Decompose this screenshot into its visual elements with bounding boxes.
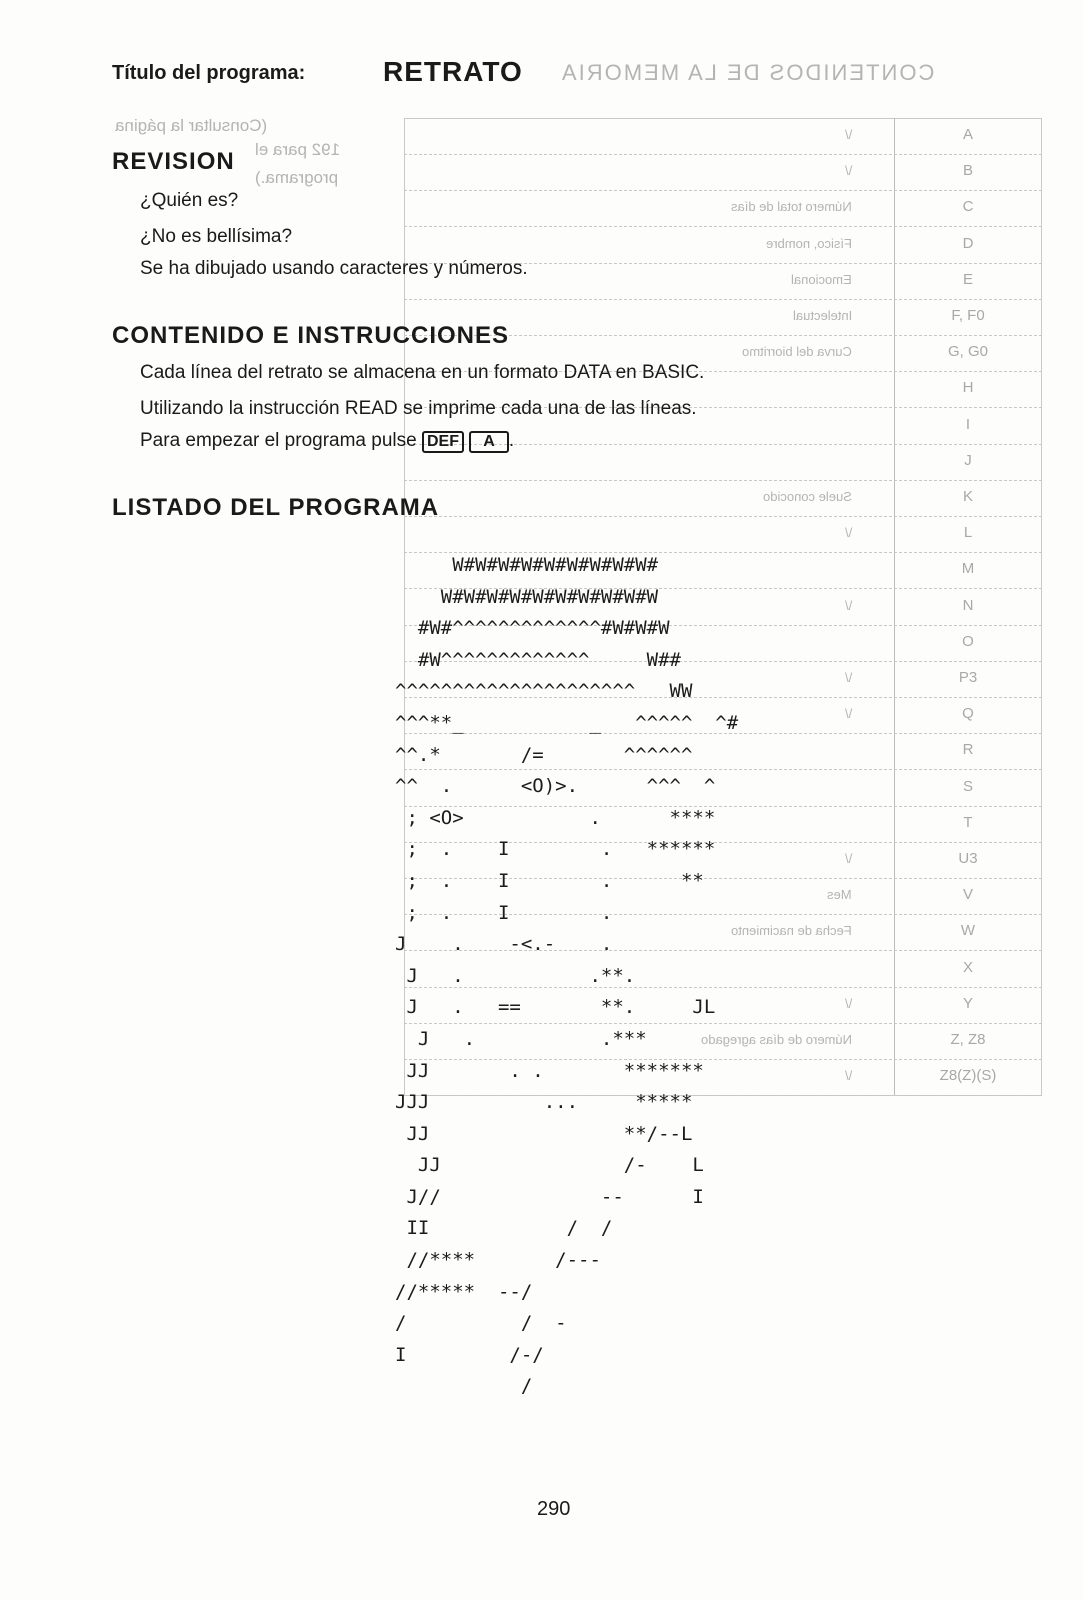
memory-row-register: W <box>960 922 976 940</box>
memory-row-register: E <box>962 270 973 288</box>
memory-row-desc: \/ <box>844 525 852 541</box>
memory-row-register: Z8(Z)(S) <box>939 1067 997 1085</box>
instructions-heading: CONTENIDO E INSTRUCCIONES <box>112 322 510 349</box>
portrait-listing <box>395 550 738 1403</box>
memory-row-register: S <box>962 777 973 795</box>
bleed-through-text: 192 para el <box>255 140 341 159</box>
memory-row-register: Z, Z8 <box>950 1031 986 1048</box>
portrait-line: JJ . . ******* <box>395 1059 704 1082</box>
portrait-line: ; . I . ****** <box>395 838 716 861</box>
memory-row-desc: \/ <box>844 127 852 142</box>
instruction-line: Utilizando la instrucción READ se imprime cada una de las líneas. <box>140 398 697 419</box>
memory-row-register: J <box>964 451 972 469</box>
memory-row-desc: Suele conocido <box>763 489 852 504</box>
start-text: Para empezar el programa pulse <box>140 430 417 451</box>
memory-row-register: A <box>962 126 973 143</box>
page-number: 290 <box>537 1498 571 1520</box>
portrait-line: //***** --/ <box>395 1280 533 1303</box>
memory-row-register: P3 <box>958 669 978 686</box>
listing-heading: LISTADO DEL PROGRAMA <box>112 494 440 521</box>
portrait-line: ^^^^^^^^^^^^^^^^^^^^^ WW <box>395 680 693 703</box>
portrait-line: ^^.* /= ^^^^^^ <box>395 743 693 766</box>
portrait-line: ; . I . ** <box>395 869 704 892</box>
memory-row-register: N <box>962 596 974 614</box>
revision-line: ¿Quién es? <box>140 190 239 211</box>
memory-row-desc: \/ <box>844 1068 852 1084</box>
memory-row-desc: \/ <box>844 163 852 179</box>
memory-row-desc: \/ <box>844 995 852 1011</box>
instruction-start-line <box>140 430 514 453</box>
memory-row-desc: \/ <box>844 851 852 866</box>
memory-row-register: I <box>965 415 971 433</box>
revision-line: Se ha dibujado usando caracteres y números. <box>140 258 528 279</box>
def-key: DEF <box>422 431 464 453</box>
bleed-through-header: CONTENIDOS DE LA MEMORIA <box>560 60 935 85</box>
memory-row-register: G, G0 <box>947 343 988 361</box>
portrait-line: //**** /--- <box>395 1249 601 1272</box>
memory-row <box>404 480 1042 517</box>
portrait-line: J . -<.- . <box>395 933 613 956</box>
memory-row <box>404 154 1042 191</box>
portrait-line: J// -- I <box>395 1185 704 1208</box>
memory-row-register: Q <box>962 705 974 723</box>
memory-row-register: Y <box>962 994 973 1012</box>
memory-row-desc: \/ <box>844 597 852 613</box>
memory-row-desc: Emocional <box>791 271 852 287</box>
portrait-line: #W^^^^^^^^^^^^^ W## <box>395 648 681 671</box>
memory-row <box>404 190 1042 227</box>
portrait-line: J . == **. JL <box>395 996 716 1019</box>
memory-row-register: V <box>962 886 973 904</box>
memory-row-register: X <box>962 958 973 976</box>
portrait-line: J . .*** <box>395 1027 647 1050</box>
memory-row-desc: Intelectual <box>792 308 852 323</box>
memory-row-desc: \/ <box>844 706 852 722</box>
memory-row <box>404 118 1042 155</box>
program-title-label: Título del programa: <box>112 62 306 84</box>
program-title: RETRATO <box>383 56 523 87</box>
memory-row <box>404 516 1042 553</box>
portrait-line: II / / <box>395 1217 613 1240</box>
portrait-line: #W#^^^^^^^^^^^^^#W#W#W <box>395 617 670 640</box>
memory-row-register: U3 <box>958 850 978 867</box>
portrait-line: I /-/ <box>395 1343 544 1366</box>
memory-row-desc: Físico, nombre <box>766 235 852 251</box>
portrait-line: ^^ . <O)>. ^^^ ^ <box>395 775 716 798</box>
memory-row-desc: Número de días agregado <box>700 1032 852 1047</box>
portrait-line: / / - <box>395 1312 567 1335</box>
instruction-line: Cada línea del retrato se almacena en un formato DATA en BASIC. <box>140 362 705 383</box>
memory-row-register: C <box>962 198 974 216</box>
memory-row-register: H <box>962 379 974 397</box>
a-key: A <box>469 431 509 453</box>
memory-row-register: R <box>962 741 974 759</box>
portrait-line: JJJ ... ***** <box>395 1091 693 1114</box>
revision-line: ¿No es bellísima? <box>140 226 293 247</box>
memory-row-desc: Fecha de nacimiento <box>731 923 852 939</box>
portrait-line: JJ /- L <box>395 1154 704 1177</box>
portrait-line: W#W#W#W#W#W#W#W#W#W <box>395 585 659 608</box>
memory-row-register: T <box>963 813 973 831</box>
memory-row-register: D <box>962 234 974 252</box>
memory-row-register: L <box>963 524 973 542</box>
portrait-line: W#W#W#W#W#W#W#W#W# <box>395 554 659 576</box>
bleed-through-text: (Consultar la página <box>115 116 268 135</box>
memory-row-desc: Curva del biorritmo <box>742 344 852 360</box>
memory-row-register: M <box>961 560 975 578</box>
memory-row-register: K <box>962 488 973 505</box>
portrait-line: JJ **/--L <box>395 1122 693 1145</box>
portrait-line: / <box>395 1375 533 1398</box>
portrait-line: J . .**. <box>395 964 636 987</box>
memory-row-desc: Mes <box>827 887 852 903</box>
memory-row-desc: \/ <box>844 670 852 685</box>
portrait-line: ; <O> . **** <box>395 806 716 829</box>
portrait-line: ^^^**_ _ ^^^^^ ^# <box>395 711 739 734</box>
portrait-line: ; . I . <box>395 901 613 924</box>
memory-row-register: B <box>962 162 973 180</box>
memory-row-register: F, F0 <box>951 307 985 324</box>
memory-row-register: O <box>962 632 974 650</box>
end-text: . <box>508 430 515 451</box>
bleed-through-text: programa.) <box>255 168 339 187</box>
revision-heading: REVISION <box>112 148 235 175</box>
memory-row-desc: Número total de días <box>731 199 852 215</box>
